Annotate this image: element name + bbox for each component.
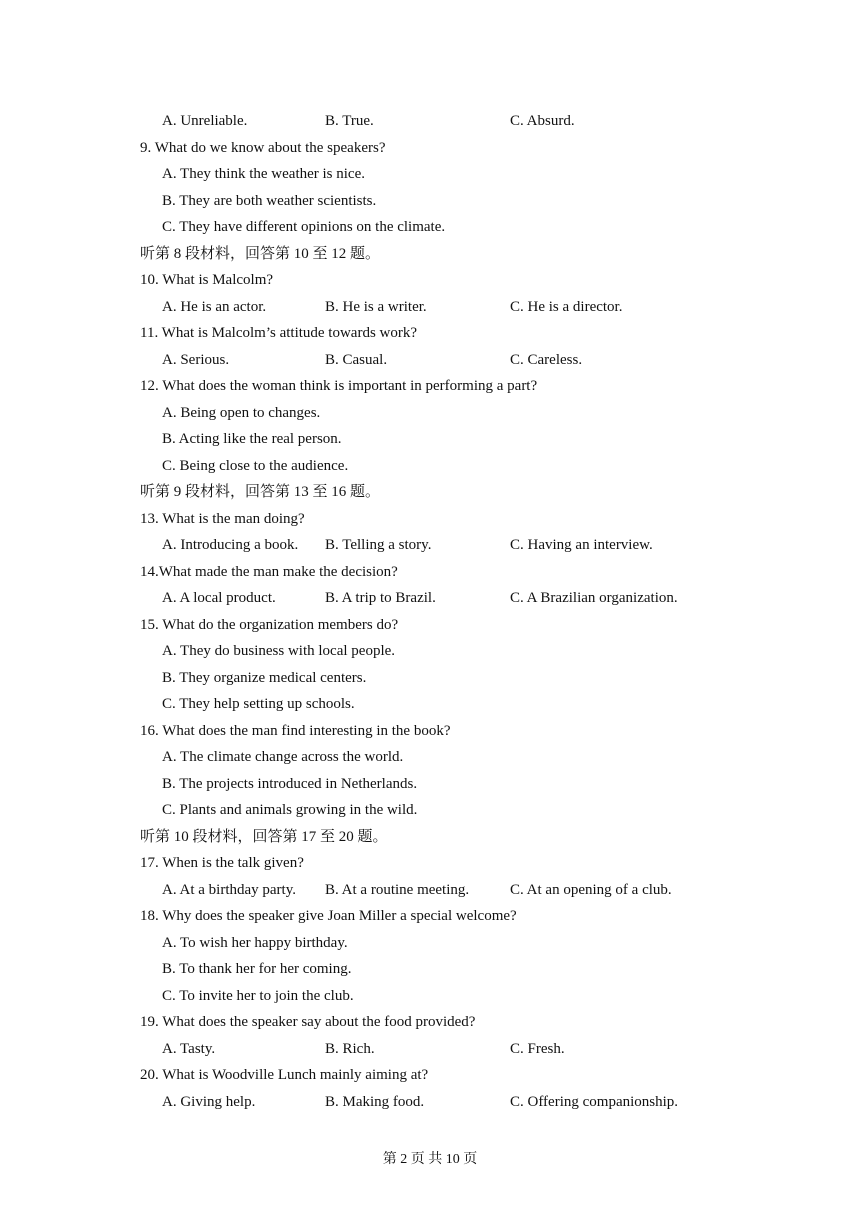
- option-text: C. They help setting up schools.: [162, 696, 355, 712]
- question-text: 19. What does the speaker say about the food provided?: [140, 1014, 476, 1030]
- question: [0, 1064, 860, 1086]
- option-row: [0, 1091, 860, 1113]
- question-text: 17. When is the talk given?: [140, 855, 304, 871]
- option-b: B. At a routine meeting.: [325, 881, 470, 898]
- option-c: C. Offering companionship.: [510, 1093, 679, 1110]
- option-a: A. Unreliable.: [162, 113, 248, 129]
- option-b: B. A trip to Brazil.: [325, 590, 436, 606]
- option-b: B. Casual.: [325, 351, 388, 368]
- option-text: A. Being open to changes.: [162, 404, 321, 421]
- option-line: [0, 799, 860, 821]
- question: [0, 375, 860, 397]
- question: [0, 614, 860, 636]
- option-line: [0, 746, 860, 768]
- question-text: 20. What is Woodville Lunch mainly aiming at?: [140, 1067, 429, 1083]
- option-row: [0, 296, 860, 318]
- option-text: C. Being close to the audience.: [162, 457, 349, 474]
- option-c: C. At an opening of a club.: [510, 881, 672, 898]
- question-text: 14.What made the man make the decision?: [140, 563, 398, 580]
- option-row: [0, 349, 860, 371]
- option-a: A. A local product.: [162, 590, 276, 606]
- option-row: [0, 1038, 860, 1060]
- question-text: 12. What does the woman think is important in performing a part?: [140, 378, 538, 394]
- option-b: B. Rich.: [325, 1040, 375, 1057]
- option-a: A. Giving help.: [162, 1093, 256, 1110]
- option-text: A. The climate change across the world.: [162, 749, 404, 765]
- page-footer: 第 2 页 共 10 页: [382, 1152, 478, 1167]
- option-a: A. Serious.: [162, 351, 230, 368]
- option-line: [0, 402, 860, 424]
- option-line: [0, 958, 860, 980]
- question-text: 13. What is the man doing?: [140, 510, 305, 527]
- option-line: [0, 640, 860, 662]
- option-b: B. He is a writer.: [325, 298, 427, 315]
- option-line: [0, 773, 860, 795]
- option-a: A. He is an actor.: [162, 298, 267, 315]
- question: [0, 852, 860, 874]
- question-text: 9. What do we know about the speakers?: [140, 139, 386, 156]
- option-line: [0, 428, 860, 450]
- option-line: [0, 190, 860, 212]
- question: [0, 269, 860, 291]
- option-text: C. Plants and animals growing in the wild.: [162, 802, 418, 818]
- question: [0, 905, 860, 927]
- question: [0, 508, 860, 530]
- question: [0, 1011, 860, 1033]
- section-text: 听第 9 段材料，回答第 13 至 16 题。: [140, 484, 381, 500]
- option-line: [0, 693, 860, 715]
- option-row: [0, 587, 860, 609]
- section-text: 听第 8 段材料，回答第 10 至 12 题。: [140, 245, 381, 262]
- option-a: A. Introducing a book.: [162, 537, 299, 553]
- question: [0, 561, 860, 583]
- question: [0, 720, 860, 742]
- question: [0, 322, 860, 344]
- option-a: A. At a birthday party.: [162, 881, 296, 898]
- question: [0, 137, 860, 159]
- option-c: C. Fresh.: [510, 1040, 565, 1057]
- option-text: B. They organize medical centers.: [162, 669, 367, 686]
- section-instruction: [0, 481, 860, 503]
- option-c: C. He is a director.: [510, 298, 623, 315]
- option-text: B. They are both weather scientists.: [162, 192, 377, 209]
- section-instruction: [0, 826, 860, 848]
- option-line: [0, 163, 860, 185]
- option-line: [0, 985, 860, 1007]
- option-text: A. To wish her happy birthday.: [162, 934, 348, 951]
- question-text: 15. What do the organization members do?: [140, 616, 399, 633]
- question-text: 10. What is Malcolm?: [140, 272, 274, 288]
- option-b: B. True.: [325, 113, 374, 129]
- option-line: [0, 667, 860, 689]
- section-text: 听第 10 段材料，回答第 17 至 20 题。: [140, 828, 388, 845]
- option-line: [0, 455, 860, 477]
- option-line: [0, 216, 860, 238]
- option-c: C. Having an interview.: [510, 537, 653, 553]
- option-b: B. Making food.: [325, 1093, 425, 1110]
- option-text: C. They have different opinions on the climate.: [162, 219, 446, 235]
- option-text: B. Acting like the real person.: [162, 431, 342, 447]
- option-row: [0, 879, 860, 901]
- option-a: A. Tasty.: [162, 1040, 216, 1057]
- option-text: A. They think the weather is nice.: [162, 166, 365, 182]
- option-c: C. A Brazilian organization.: [510, 590, 678, 606]
- section-instruction: [0, 243, 860, 265]
- option-row: [0, 110, 860, 132]
- option-text: B. The projects introduced in Netherlands.: [162, 775, 418, 792]
- option-c: C. Careless.: [510, 351, 583, 368]
- option-text: B. To thank her for her coming.: [162, 961, 352, 977]
- question-text: 18. Why does the speaker give Joan Miller a special welcome?: [140, 908, 517, 924]
- option-b: B. Telling a story.: [325, 537, 432, 553]
- question-text: 16. What does the man find interesting in the book?: [140, 722, 451, 739]
- option-line: [0, 932, 860, 954]
- option-row: [0, 534, 860, 556]
- option-c: C. Absurd.: [510, 113, 575, 129]
- option-text: A. They do business with local people.: [162, 643, 396, 659]
- option-text: C. To invite her to join the club.: [162, 987, 354, 1004]
- question-text: 11. What is Malcolm’s attitude towards work?: [140, 325, 418, 341]
